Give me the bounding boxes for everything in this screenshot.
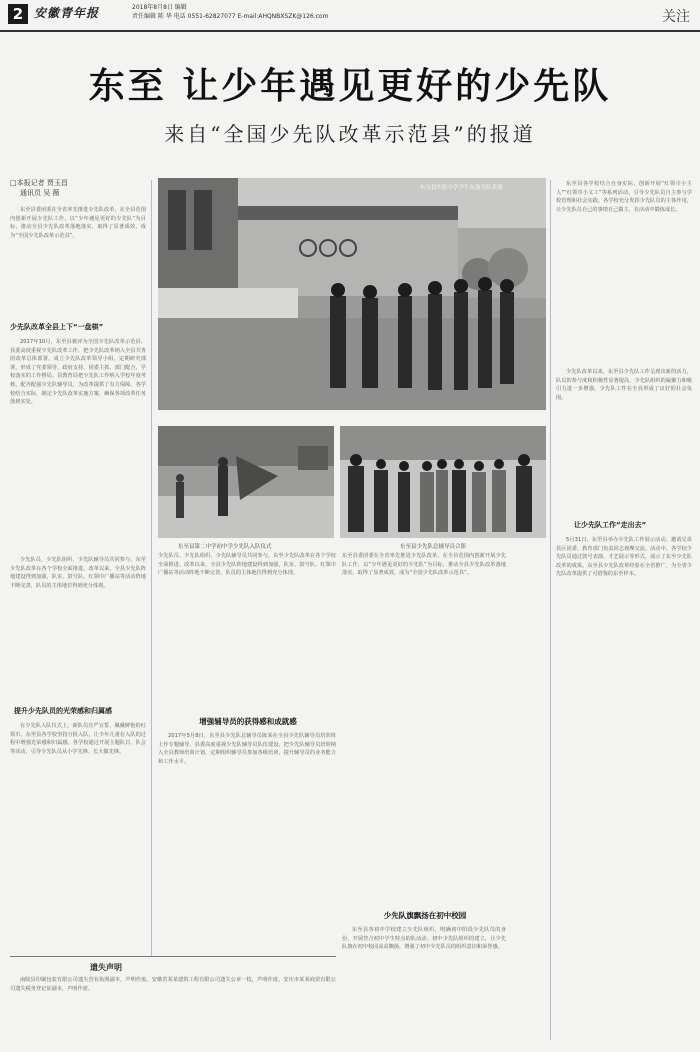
section-text-counselor: 2017年5月8日，东至县少先队总辅导员陈某在全县少先队辅导员培训班上作专题辅导。县委高度重视少先队辅导员队伍建设，把少先队辅导员培训纳入全县教师培训计划，定期组织辅导员参加各级培训，提升辅导员的业务能力和工作水平。 [158, 733, 336, 765]
main-photo-image [158, 178, 546, 410]
publication-info [132, 3, 328, 21]
left-photo-image [158, 426, 334, 538]
section-text-junior-high: 东至县各初中学校建立少先队组织，明确初中阶段少先队员的身份，开展符合初中学生特点的队活动。初中少先队组织的建立，让少先队旗在初中校园高高飘扬，增强了初中少先队员的组织意识和荣誉感。 [342, 927, 506, 951]
right-column-text: 东至县各学校结合自身实际，创新开展“红领巾小主人”“红领巾小义工”等系列活动，引导少先队员自主参与学校管理和社会实践。各学校充分发挥少先队员的主体作用，让少先队员自己的事情自己做主，在活动中锻炼成长。 [556, 181, 692, 213]
left-photo-caption: 东至县第二中学初中学少先队入队仪式 [178, 544, 272, 550]
section-heading-going-out: 让少先队工作“走出去” [574, 521, 647, 529]
headline: 东至 让少年遇见更好的少先队 [88, 65, 612, 107]
byline-reporter: □本报记者 贾玉昌 [10, 179, 68, 187]
main-photo [158, 178, 546, 410]
notice-divider [10, 956, 336, 957]
center-text-upper: 东至县委团委在全省率先推进少先队改革，在全县范围内创新开展少先队工作，以“少年遇见更好的少先队”为目标，推动全县少先队改革落地落实，取得了显著成效，成为“全国少先队改革示范县”。 [342, 553, 506, 577]
paper-name: 安徽青年报 [34, 6, 100, 20]
byline [10, 178, 68, 198]
section-text-reform-continued: 少先队员、少先队组织、少先队辅导员共同参与，东至少先队改革在各个学校全面推进。改革以来，全县少先队阵地建设得到加强，队室、鼓号队、红领巾广播站等活动阵地不断完善，队员的主体地位得到充分体现。 [10, 557, 146, 589]
section-label: 关注 [662, 9, 690, 25]
section-heading-reform: 少先队改革全县上下“一盘棋” [10, 323, 104, 331]
section-heading-junior-high: 少先队旗飘扬在初中校园 [383, 911, 467, 920]
page-number: 2 [8, 4, 28, 24]
publication-info-contact: 责任编辑 陈 华 电话 0551-62827077 E-mail:AHQNBXSZK@126.com [132, 13, 329, 20]
right-photo-image [340, 426, 546, 538]
subheadline: 来自“全国少先队改革示范县”的报道 [164, 122, 536, 146]
column-divider-left [151, 180, 152, 956]
left-photo [158, 426, 334, 538]
right-photo-caption: 东至县少先队总辅导员合影 [400, 544, 467, 550]
section-text-going-out: 5月31日，东至县举办少先队工作展示活动，邀请兄弟县区团委、教育部门负责同志观摩交流。活动中，各学校少先队员通过鼓号表演、才艺展示等形式，展示了东至少先队改革的成果。东至县少先队改革经验在全省推广，为全省少先队改革提供了可借鉴的东至样本。 [556, 537, 692, 578]
intro-text: 东至县委团委在全省率先推进少先队改革，在全县范围内创新开展少先队工作，以“少年遇见更好的少先队”为目标，推动全县少先队改革落地落实，取得了显著成效，成为“全国少先队改革示范县”。 [10, 207, 146, 239]
notice-text: 南陵县印刷包装有限公司遗失营业执照副本，声明作废。安徽省某某建筑工程有限公司遗失公章一枚，声明作废。安庆市某某商贸有限公司遗失税务登记证副本，声明作废。 [10, 977, 336, 992]
column-divider-right [550, 180, 551, 1040]
main-photo-caption: 东至县实验小学学生在鼓号队表演 [420, 185, 503, 191]
section-heading-counselor: 增强辅导员的获得感和成就感 [199, 717, 297, 726]
masthead [0, 0, 700, 32]
right-photo [340, 426, 546, 538]
middle-text-upper: 少先队员、少先队组织、少先队辅导员共同参与，东至少先队改革在各个学校全面推进。改革以来，全县少先队阵地建设得到加强，队室、鼓号队、红领巾广播站等活动阵地不断完善，队员的主体地位得到充分体现。 [158, 553, 336, 577]
section-text-reform: 2017年10月，东至县被评为全国少先队改革示范县。县委高度重视少先队改革工作，把少先队改革纳入全县共青团改革总体部署，成立少先队改革领导小组，定期研究部署，形成了党委领导、政府支持、团委主抓、部门配合、学校落实的工作格局。县教育局把少先队工作纳入学校年度考核，配齐配强少先队辅导员，为改革提供了有力保障。各学校结合实际，制定少先队改革实施方案，确保各项改革任务落到实处。 [10, 339, 146, 406]
right-column-text-continued: 少先队改革以来，东至县少先队工作呈现出新的活力，队员的参与度和积极性显著提高，少先队组织的凝聚力和吸引力进一步增强，少先队工作在全县形成了良好的社会氛围。 [556, 369, 692, 401]
byline-correspondent: 通讯员 吴 薇 [20, 189, 60, 197]
section-text-honor: 在少先队入队仪式上，新队员庄严宣誓，佩戴鲜艳的红领巾。东至县各学校坚持分批入队，让少年儿童在入队的过程中增强光荣感和归属感。各学校通过开展主题队日、队会等活动，引导少先队员从小学先锋、长大做先锋。 [10, 723, 146, 755]
notice-title: 遗失声明 [90, 963, 122, 972]
publication-info-date: 2018年8月8日 编辑 [132, 4, 187, 11]
section-heading-honor: 提升少先队员的光荣感和归属感 [14, 707, 112, 715]
